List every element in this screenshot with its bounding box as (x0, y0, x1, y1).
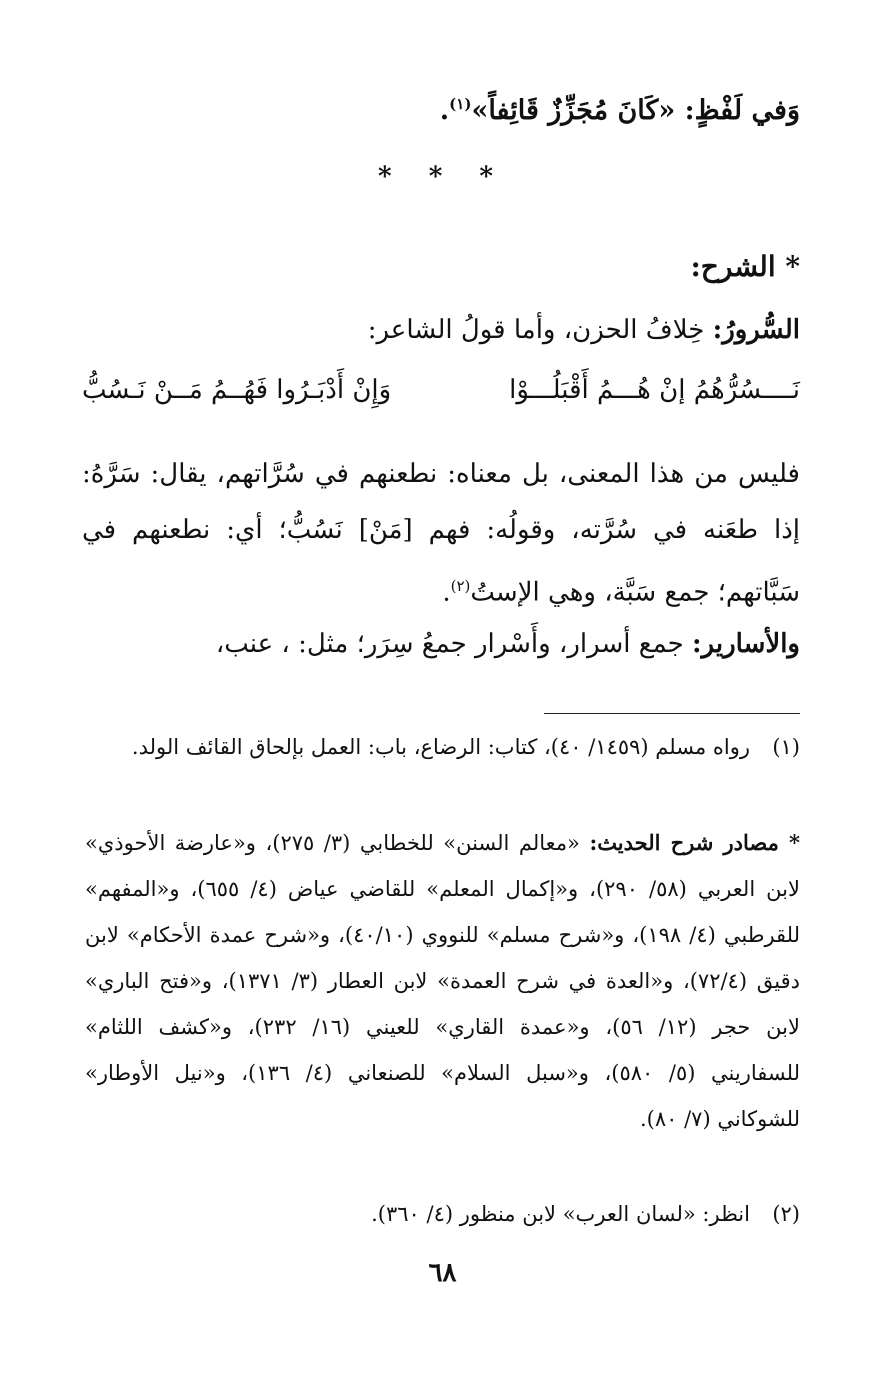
poetry-verse (82, 362, 800, 418)
commentary-heading: * الشرح: (690, 250, 800, 283)
footnote-divider (544, 713, 800, 714)
sources-text: «معالم السنن» للخطابي (٣/ ٢٧٥)، و«عارضة الأحوذي» لابن العربي (٥٨/ ٢٩٠)، و«إكمال المعلم» للقاضي عياض (٤/ ٦٥٥)، و«المفهم» للقرطبي (٤/ ١٩٨)، و«شرح مسلم» للنووي (٤٠/١٠)، و«شرح عمدة الأحكام» لابن دقيق (٧٢/٤)، و«العدة في شرح العمدة» لابن العطار (٣/ ١٣٧١)، و«فتح الباري» لابن حجر (١٢/ ٥٦)، و«عمدة القاري» للعيني (١٦/ ٢٣٢)، و«كشف اللثام» للسفاريني (٥/ ٥٨٠)، و«سبل السلام» للصنعاني (٤/ ١٣٦)، و«نيل الأوطار» للشوكاني (٧/ ٨٠). (85, 831, 800, 1131)
hadith-variant-end: . (439, 95, 450, 126)
hadith-variant-line (82, 82, 800, 133)
paragraph-surur-text: خِلافُ الحزن، وأما قولُ الشاعر: (367, 315, 713, 345)
paragraph-meaning (82, 446, 800, 621)
footnote-1-number: (١) (772, 735, 800, 759)
page-number: ٦٨ (428, 1258, 457, 1288)
verse-first-hemistich: نَــــسُرُّهُمُ إنْ هُـــمُ أَقْبَلُـــوْا (509, 375, 800, 405)
paragraph-asarir (82, 616, 800, 672)
footnote-2-number: (٢) (772, 1202, 800, 1226)
footnote-ref-1: (١) (449, 95, 472, 113)
footnote-2 (85, 1191, 800, 1237)
paragraph-asarir-text: جمع أسرار، وأَسْرار جمعُ سِرَر؛ مثل: ، عنب، (215, 629, 692, 659)
paragraph-meaning-end: . (442, 577, 451, 608)
footnote-1-text: رواه مسلم (١٤٥٩/ ٤٠)، كتاب: الرضاع، باب: العمل بإلحاق القائف الولد. (131, 735, 750, 759)
paragraph-surur (82, 302, 800, 358)
hadith-commentary-sources (85, 820, 800, 1142)
section-separator: * * * (378, 162, 507, 192)
footnote-2-text: انظر: «لسان العرب» لابن منظور (٤/ ٣٦٠). (371, 1202, 750, 1226)
verse-second-hemistich: وَإِنْ أَدْبَـرُوا فَهُــمُ مَــنْ نَـسُبُّ (82, 375, 392, 405)
term-asarir: والأسارير: (691, 629, 800, 659)
paragraph-meaning-text: فليس من هذا المعنى، بل معناه: نطعنهم في سُرَّاتهم، يقال: سَرَّهُ: إذا طعَنه في سُرَّته، وقولُه: فهم [مَنْ] نَسُبُّ؛ أي: نطعنهم في سَبَّاتهم؛ جمع سَبَّة، وهي الإستُ (82, 459, 800, 608)
term-surur: السُّرورُ: (712, 315, 800, 345)
footnote-ref-2: (٢) (450, 577, 471, 595)
hadith-variant-text: وَفي لَفْظٍ: «كَانَ مُجَزِّزٌ قَائِفاً» (471, 95, 800, 126)
sources-label: * مصادر شرح الحديث: (589, 830, 800, 855)
footnote-1 (85, 724, 800, 770)
